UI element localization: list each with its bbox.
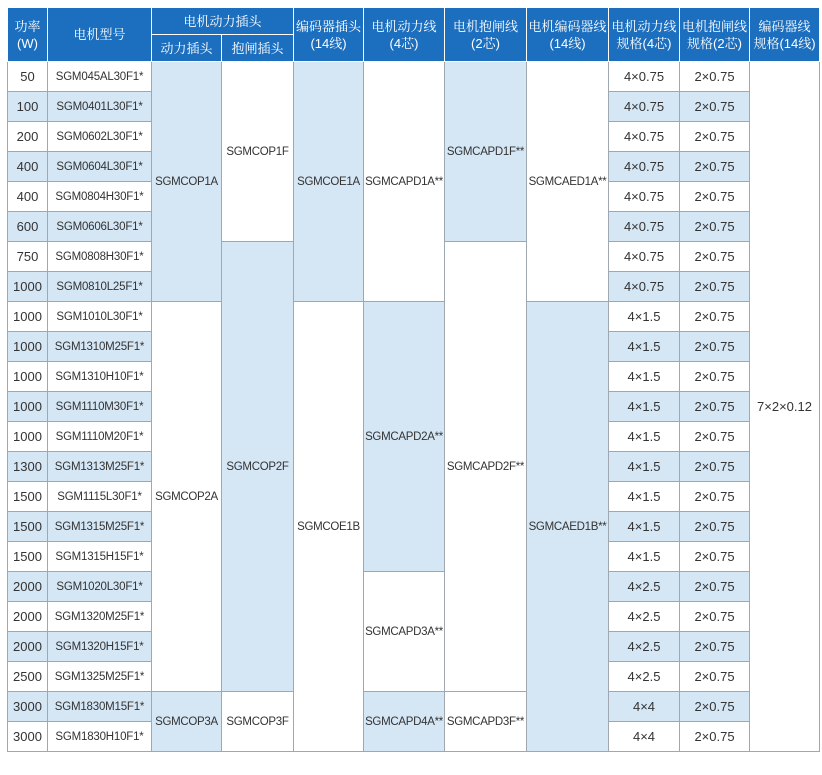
power-cell: 1000 (8, 392, 48, 422)
header-power-plug: 动力插头 (152, 35, 222, 62)
power-line-cell: SGMCAPD3A** (364, 572, 445, 692)
brake-spec-cell: 2×0.75 (680, 452, 750, 482)
header-power-spec: 电机动力线 规格(4芯) (609, 8, 680, 62)
model-cell: SGM0602L30F1* (48, 122, 152, 152)
power-plug-cell: SGMCOP3A (152, 692, 222, 752)
power-cell: 750 (8, 242, 48, 272)
brake-spec-cell: 2×0.75 (680, 212, 750, 242)
power-cell: 1500 (8, 512, 48, 542)
brake-spec-cell: 2×0.75 (680, 482, 750, 512)
encoder-plug-cell: SGMCOE1A (294, 62, 364, 302)
model-cell: SGM1830H10F1* (48, 722, 152, 752)
power-cell: 3000 (8, 692, 48, 722)
encoder-line-cell: SGMCAED1A** (527, 62, 609, 302)
power-spec-cell: 4×1.5 (609, 452, 680, 482)
power-spec-cell: 4×0.75 (609, 182, 680, 212)
header-brake-spec: 电机抱闸线 规格(2芯) (680, 8, 750, 62)
power-line-cell: SGMCAPD1A** (364, 62, 445, 302)
model-cell: SGM1830M15F1* (48, 692, 152, 722)
model-cell: SGM1315H15F1* (48, 542, 152, 572)
model-cell: SGM1020L30F1* (48, 572, 152, 602)
header-power: 功率 (W) (8, 8, 48, 62)
model-cell: SGM0606L30F1* (48, 212, 152, 242)
power-spec-cell: 4×0.75 (609, 62, 680, 92)
power-cell: 1000 (8, 332, 48, 362)
power-cell: 50 (8, 62, 48, 92)
brake-plug-cell: SGMCOP2F (222, 242, 294, 692)
encoder-spec-cell: 7×2×0.12 (750, 62, 820, 752)
model-cell: SGM1110M30F1* (48, 392, 152, 422)
power-line-cell: SGMCAPD4A** (364, 692, 445, 752)
header-model: 电机型号 (48, 8, 152, 62)
power-cell: 1000 (8, 302, 48, 332)
power-spec-cell: 4×1.5 (609, 542, 680, 572)
power-cell: 1500 (8, 482, 48, 512)
brake-spec-cell: 2×0.75 (680, 572, 750, 602)
power-spec-cell: 4×0.75 (609, 272, 680, 302)
power-spec-cell: 4×1.5 (609, 302, 680, 332)
header-power-line: 电机动力线 (4芯) (364, 8, 445, 62)
power-cell: 3000 (8, 722, 48, 752)
power-spec-cell: 4×2.5 (609, 662, 680, 692)
brake-spec-cell: 2×0.75 (680, 362, 750, 392)
brake-spec-cell: 2×0.75 (680, 722, 750, 752)
table-row (8, 572, 820, 602)
brake-spec-cell: 2×0.75 (680, 92, 750, 122)
brake-spec-cell: 2×0.75 (680, 692, 750, 722)
power-spec-cell: 4×2.5 (609, 572, 680, 602)
brake-spec-cell: 2×0.75 (680, 542, 750, 572)
power-cell: 400 (8, 182, 48, 212)
cable-spec-table (7, 7, 820, 752)
power-plug-cell: SGMCOP1A (152, 62, 222, 302)
encoder-line-cell: SGMCAED1B** (527, 302, 609, 752)
table-row (8, 62, 820, 92)
model-cell: SGM1313M25F1* (48, 452, 152, 482)
table-row (8, 692, 820, 722)
brake-spec-cell: 2×0.75 (680, 332, 750, 362)
encoder-plug-cell: SGMCOE1B (294, 302, 364, 752)
brake-spec-cell: 2×0.75 (680, 302, 750, 332)
brake-spec-cell: 2×0.75 (680, 122, 750, 152)
power-cell: 2000 (8, 632, 48, 662)
power-spec-cell: 4×1.5 (609, 482, 680, 512)
header-power-connector-group: 电机动力插头 (152, 8, 294, 35)
power-spec-cell: 4×0.75 (609, 242, 680, 272)
model-cell: SGM1110M20F1* (48, 422, 152, 452)
model-cell: SGM1310M25F1* (48, 332, 152, 362)
model-cell: SGM1320H15F1* (48, 632, 152, 662)
brake-spec-cell: 2×0.75 (680, 602, 750, 632)
brake-line-cell: SGMCAPD2F** (445, 242, 527, 692)
power-spec-cell: 4×0.75 (609, 92, 680, 122)
model-cell: SGM0804H30F1* (48, 182, 152, 212)
power-spec-cell: 4×0.75 (609, 152, 680, 182)
power-spec-cell: 4×4 (609, 722, 680, 752)
brake-line-cell: SGMCAPD3F** (445, 692, 527, 752)
power-spec-cell: 4×1.5 (609, 362, 680, 392)
brake-spec-cell: 2×0.75 (680, 392, 750, 422)
brake-spec-cell: 2×0.75 (680, 662, 750, 692)
power-line-cell: SGMCAPD2A** (364, 302, 445, 572)
power-spec-cell: 4×0.75 (609, 122, 680, 152)
brake-spec-cell: 2×0.75 (680, 422, 750, 452)
model-cell: SGM0810L25F1* (48, 272, 152, 302)
power-cell: 1000 (8, 272, 48, 302)
power-cell: 2000 (8, 602, 48, 632)
brake-spec-cell: 2×0.75 (680, 512, 750, 542)
power-spec-cell: 4×1.5 (609, 332, 680, 362)
model-cell: SGM1325M25F1* (48, 662, 152, 692)
model-cell: SGM0604L30F1* (48, 152, 152, 182)
power-cell: 1000 (8, 362, 48, 392)
table-row (8, 302, 820, 332)
model-cell: SGM1010L30F1* (48, 302, 152, 332)
power-spec-cell: 4×1.5 (609, 392, 680, 422)
power-spec-cell: 4×2.5 (609, 632, 680, 662)
model-cell: SGM1310H10F1* (48, 362, 152, 392)
power-cell: 2500 (8, 662, 48, 692)
header-brake-plug: 抱闸插头 (222, 35, 294, 62)
model-cell: SGM1315M25F1* (48, 512, 152, 542)
power-spec-cell: 4×1.5 (609, 422, 680, 452)
header-encoder-line: 电机编码器线 (14线) (527, 8, 609, 62)
power-cell: 600 (8, 212, 48, 242)
power-spec-cell: 4×0.75 (609, 212, 680, 242)
brake-line-cell: SGMCAPD1F** (445, 62, 527, 242)
brake-spec-cell: 2×0.75 (680, 242, 750, 272)
model-cell: SGM0401L30F1* (48, 92, 152, 122)
brake-spec-cell: 2×0.75 (680, 182, 750, 212)
model-cell: SGM1115L30F1* (48, 482, 152, 512)
power-spec-cell: 4×4 (609, 692, 680, 722)
brake-spec-cell: 2×0.75 (680, 152, 750, 182)
power-spec-cell: 4×1.5 (609, 512, 680, 542)
model-cell: SGM045AL30F1* (48, 62, 152, 92)
brake-spec-cell: 2×0.75 (680, 62, 750, 92)
brake-spec-cell: 2×0.75 (680, 272, 750, 302)
power-cell: 400 (8, 152, 48, 182)
model-cell: SGM1320M25F1* (48, 602, 152, 632)
header-brake-line: 电机抱闸线 (2芯) (445, 8, 527, 62)
model-cell: SGM0808H30F1* (48, 242, 152, 272)
brake-plug-cell: SGMCOP3F (222, 692, 294, 752)
power-cell: 2000 (8, 572, 48, 602)
power-cell: 1500 (8, 542, 48, 572)
power-cell: 200 (8, 122, 48, 152)
power-plug-cell: SGMCOP2A (152, 302, 222, 692)
power-cell: 1000 (8, 422, 48, 452)
power-cell: 1300 (8, 452, 48, 482)
header-encoder-spec: 编码器线 规格(14线) (750, 8, 820, 62)
header-encoder-plug: 编码器插头 (14线) (294, 8, 364, 62)
power-spec-cell: 4×2.5 (609, 602, 680, 632)
brake-spec-cell: 2×0.75 (680, 632, 750, 662)
brake-plug-cell: SGMCOP1F (222, 62, 294, 242)
power-cell: 100 (8, 92, 48, 122)
